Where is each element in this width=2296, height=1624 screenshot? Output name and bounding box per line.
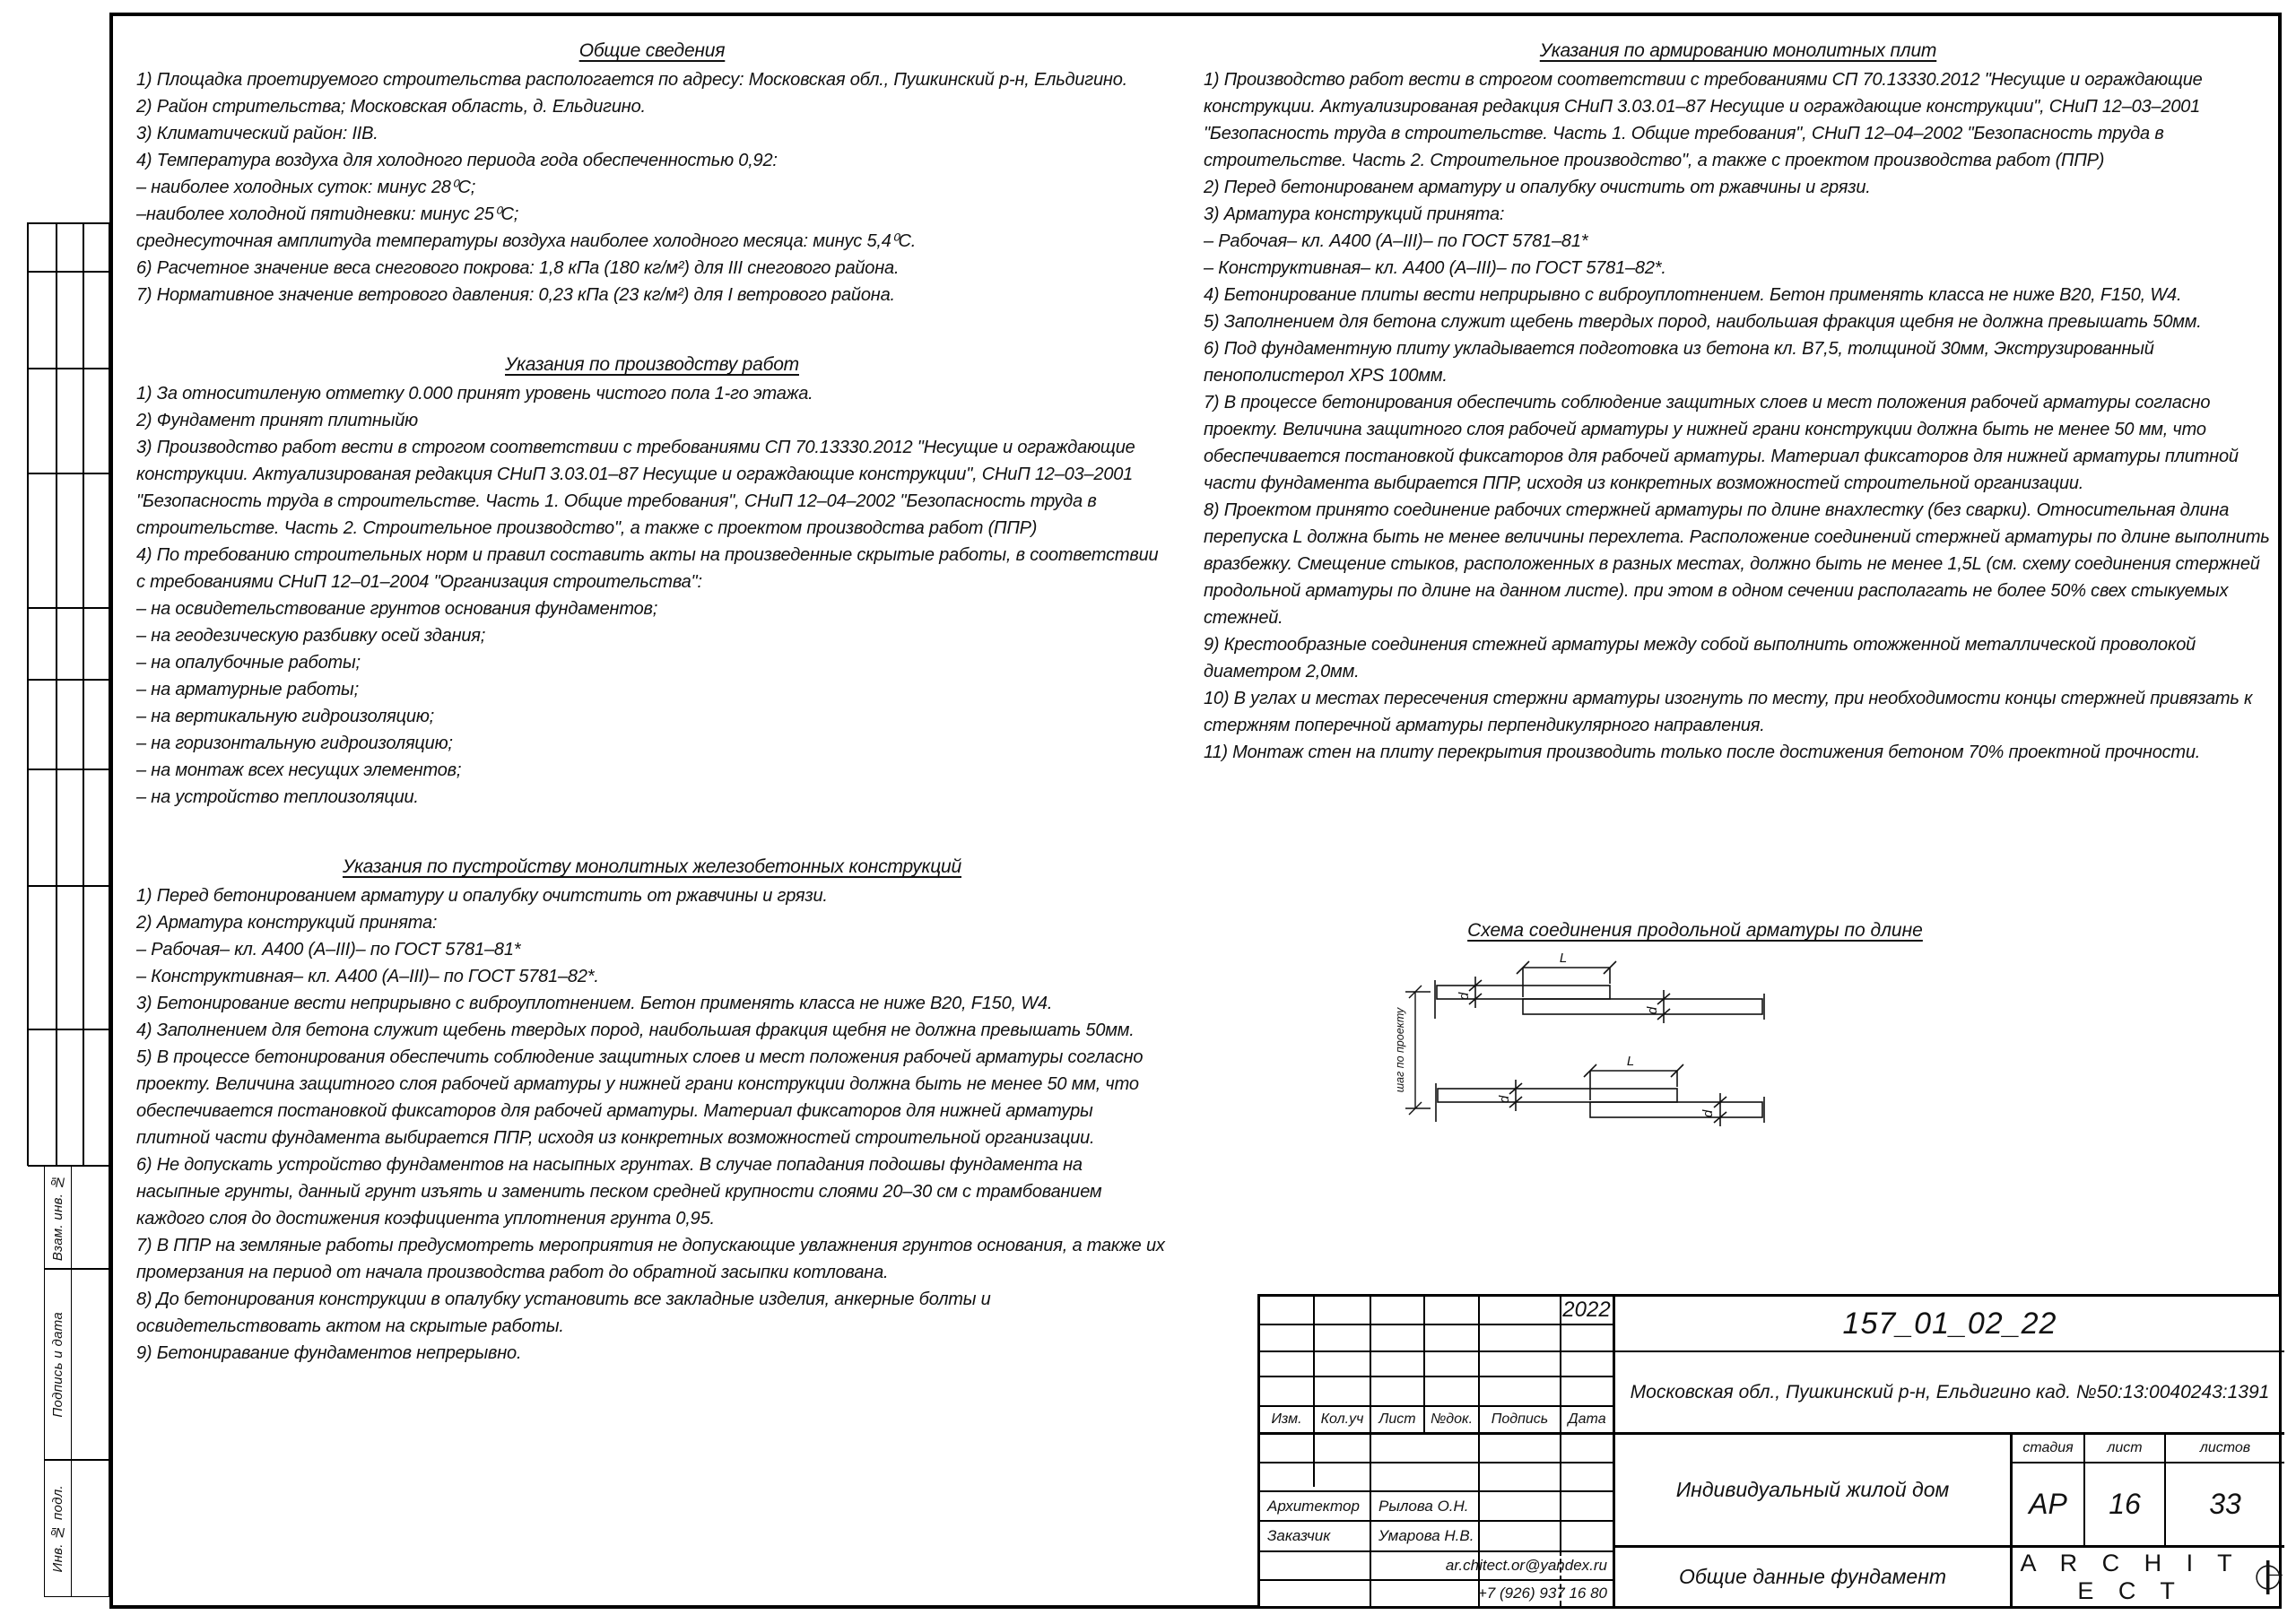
grid-cell	[83, 769, 110, 886]
col-header-izm: Изм.	[1271, 1411, 1302, 1427]
grid-cell	[28, 369, 57, 473]
section-lines	[136, 66, 1168, 308]
grid-cell	[57, 608, 83, 680]
note-line: – на устройство теплоизоляции.	[136, 787, 419, 807]
note-line: 7) Нормативное значение ветрового давления: 0,23 кПа (23 кг/м²) для I ветрового района.	[136, 285, 895, 305]
note-line: 4) По требованию строительных норм и правил составить акты на произведенные скрытые работы, в соответствии с требованиями СНиП 12–01–2004 "Организация строительства":	[136, 545, 1159, 592]
note-line: 5) Заполнением для бетона служит щебень твердых пород, наибольшая фракция щебня не должна превышать 50мм.	[1204, 312, 2202, 332]
project-name: Индивидуальный жилой дом	[1675, 1478, 1950, 1501]
note-line: 3) Производство работ вести в строгом соответствии с требованиями СП 70.13330.2012 "Несущие и ограждающие конструкции. Актуализированая редакция СНиП 3.03.01–87 Несущие и ограждающие конструкции", СНиП 12–03–2001 "Безопасность труда в строительстве. Часть 1. Общие требования", СНиП 12–04–2002 "Безопасность труда в строительстве. Часть 2. Строительное производство", а также с проектом производства работ (ППР)	[136, 438, 1135, 538]
note-line: – наиболее холодных суток: минус 28⁰С;	[136, 178, 476, 197]
grid-cell	[83, 223, 110, 272]
side-row	[44, 1269, 109, 1460]
grid-cell	[57, 223, 83, 272]
note-line: 7) В процессе бетонирования обеспечить соблюдение защитных слоев и мест положения рабочей арматуры согласно проекту. Величина защитного слоя рабочей арматуры у нижней грани конструкции должна быть не менее 50 мм, что обеспечивается постановкой фиксаторов для рабочей арматуры. Материал фиксаторов для нижней арматуры плитной части фундамента выбирается ППР, исходя из конкретных возможностей строительной организации.	[1204, 393, 2239, 493]
side-empty-cell	[72, 1460, 109, 1597]
note-line: 1) Производство работ вести в строгом соответствии с требованиями СП 70.13330.2012 "Несущие и ограждающие конструкции. Актуализированая редакция СНиП 3.03.01–87 Несущие и ограждающие конструкции", СНиП 12–03–2001 "Безопасность труда в строительстве. Часть 1. Общие требования", СНиП 12–04–2002 "Безопасность труда в строительстве. Часть 2. Строительное производство", а также с проектом производства работ (ППР)	[1204, 70, 2203, 170]
length-dim-label: L	[1559, 951, 1568, 966]
grid-cell	[28, 886, 57, 1029]
col-header-koluch: Кол.уч	[1320, 1411, 1364, 1427]
col-header-data: Дата	[1568, 1411, 1606, 1427]
col-header-list: Лист	[1378, 1411, 1416, 1427]
note-line: 9) Бетониравание фундаментов непрерывно.	[136, 1343, 522, 1363]
note-line: – на освидетельствование грунтов основания фундаментов;	[136, 599, 658, 619]
sheet-header: лист	[2107, 1440, 2143, 1455]
note-line: среднесуточная амплитуда температуры воздуха наиболее холодного месяца: минус 5,4⁰С.	[136, 231, 917, 251]
note-line: 4) Заполнением для бетона служит щебень твердых пород, наибольшая фракция щебня не должна превышать 50мм.	[136, 1020, 1135, 1040]
side-row	[44, 1460, 109, 1597]
grid-cell	[28, 680, 57, 769]
scheme-row-1	[1435, 961, 1764, 1023]
note-line: 1) Площадка проетируемого строительства распологается по адресу: Московская обл., Пушкинский р-н, Ельдигино.	[136, 70, 1127, 90]
contact-email: ar.chitect.or@yandex.ru	[1445, 1557, 1607, 1574]
dia-dim-label: d	[1700, 1109, 1716, 1118]
section-heading: Общие сведения	[578, 40, 726, 61]
grid-cell	[83, 369, 110, 473]
grid-cell	[57, 1029, 83, 1167]
note-line: – Рабочая– кл. А400 (А–III)– по ГОСТ 5781–81*	[1204, 231, 1588, 251]
note-line: 1) За относитиленую отметку 0.000 принят уровень чистого пола 1-го этажа.	[136, 384, 813, 404]
side-empty-cell	[72, 1269, 109, 1460]
lap-splice-drawing	[1386, 947, 2005, 1207]
dia-dim-label: d	[1457, 992, 1472, 1001]
col-header-ndok: №док.	[1430, 1411, 1474, 1427]
note-line: 3) Климатический район: IIВ.	[136, 124, 378, 143]
scheme-labels	[1394, 951, 1716, 1117]
client-label: Заказчик	[1267, 1527, 1331, 1544]
grid-cell	[28, 223, 57, 272]
note-line: 1) Перед бетонированием арматуру и опалубку очитстить от ржавчины и грязи.	[136, 886, 828, 906]
grid-cell	[28, 1029, 57, 1167]
sheet-title: Общие данные фундамент	[1678, 1565, 1947, 1588]
grid-cell	[57, 473, 83, 608]
side-label-cell	[44, 1460, 72, 1597]
client-name: Умарова Н.В.	[1378, 1527, 1474, 1544]
note-line: 9) Крестообразные соединения стежней арматуры между собой выполнить отожженной металлической проволокой диаметром 2,0мм.	[1204, 635, 2196, 682]
section-work-production	[136, 352, 1168, 811]
side-label: Взам. инв. №	[50, 1173, 65, 1262]
note-line: – на монтаж всех несущих элементов;	[136, 760, 462, 780]
note-line: 3) Арматура конструкций принята:	[1204, 204, 1505, 224]
section-heading: Указания по армированию монолитных плит	[1539, 40, 1937, 61]
grid-cell	[57, 886, 83, 1029]
grid-cell	[83, 1029, 110, 1167]
grid-cell	[57, 769, 83, 886]
grid-cell	[57, 272, 83, 369]
scheme-title: Схема соединения продольной арматуры по длине	[1467, 920, 1923, 941]
note-line: – Конструктивная– кл. А400 (А–III)– по ГОСТ 5781–82*.	[136, 967, 599, 986]
note-line: 4) Температура воздуха для холодного периода года обеспеченностью 0,92:	[136, 151, 778, 170]
step-dim-label: шаг по проекту	[1394, 1007, 1406, 1093]
note-line: – на опалубочные работы;	[136, 653, 361, 673]
grid-cell	[28, 769, 57, 886]
side-label-cell	[44, 1166, 72, 1269]
side-empty-cell	[72, 1166, 109, 1269]
section-lines	[1204, 66, 2273, 766]
grid-cell	[28, 608, 57, 680]
grid-cell	[57, 680, 83, 769]
note-line: – на арматурные работы;	[136, 680, 359, 699]
section-slab-reinforcement	[1204, 38, 2273, 766]
note-line: 10) В углах и местах пересечения стержни арматуры изогнуть по месту, при необходимости концы стержней привязать к стержням поперечной арматуры перпендикулярного направления.	[1204, 689, 2253, 735]
note-line: 2) Перед бетонированем арматуру и опалубку очистить от ржавчины и грязи.	[1204, 178, 1871, 197]
lap-splice-scheme	[1386, 920, 2005, 1207]
length-dim-label: L	[1626, 1054, 1635, 1069]
contact-phone: +7 (926) 937 16 80	[1477, 1585, 1607, 1602]
stage-value: АР	[2029, 1488, 2067, 1520]
note-line: 7) В ППР на земляные работы предусмотреть мероприятия не допускающие увлажнения грунтов основания, а также их промерзания на период от начала производства работ до обратной засыпки котлована.	[136, 1236, 1165, 1282]
scheme-step-dimension	[1405, 986, 1431, 1115]
site-address: Московская обл., Пушкинский р-н, Ельдигино кад. №50:13:0040243:1391	[1630, 1381, 2270, 1403]
note-line: 5) В процессе бетонирования обеспечить соблюдение защитных слоев и мест положения рабочей арматуры согласно проекту. Величина защитного слоя рабочей арматуры у нижней грани конструкции должна быть не менее 50 мм, что обеспечивается постановкой фиксаторов для рабочей арматуры. Материал фиксаторов для нижней арматуры плитной части фундамента выбирается ППР, исходя из конкретных возможностей строительной организации.	[136, 1047, 1144, 1148]
section-monolithic-structures	[136, 854, 1168, 1367]
note-line: 8) Проектом принято соединение рабочих стержней арматуры по длине внахлестку (без сварки). Относительная длина перепуска L должна быть не менее величины перехлета. Расположение соединений стержней арматуры по длине выполнить вразбежку. Смещение стыков, расположенных в разных местах, должно быть не менее 1,5L (см. схему соединения стержней продольной арматуры по длине на данном листе). при этом в одном сечении располагать не более 50% свех стыкуемых стежней.	[1204, 500, 2270, 628]
note-line: 6) Расчетное значение веса снегового покрова: 1,8 кПа (180 кг/м²) для III снегового района.	[136, 258, 900, 278]
architect-label: Архитектор	[1267, 1497, 1360, 1515]
section-lines	[136, 380, 1168, 811]
note-line: 6) Под фундаментную плиту укладывается подготовка из бетона кл. В7,5, толщиной 30мм, Экструзированный пенополистерол XPS 100мм.	[1204, 339, 2154, 386]
sheets-total: 33	[2209, 1488, 2241, 1520]
note-line: 3) Бетонирование вести неприрывно с виброуплотнением. Бетон применять класса не ниже В20, F150, W4.	[136, 994, 1053, 1013]
note-line: – Конструктивная– кл. А400 (А–III)– по ГОСТ 5781–82*.	[1204, 258, 1666, 278]
grid-cell	[83, 680, 110, 769]
note-line: 11) Монтаж стен на плиту перекрытия производить только после достижения бетоном 70% проектной прочности.	[1204, 743, 2201, 762]
note-line: 6) Не допускать устройство фундаментов на насыпных грунтах. В случае попадания подошвы фундамента на насыпные грунты, данный грунт изъять и заменить песком средней крупности слоями 20–30 см с трамбованием каждого слоя до достижения коэфициента уплотнения грунта 0,95.	[136, 1155, 1102, 1229]
notes-column-left	[136, 38, 1168, 1367]
compass-logo-icon	[2252, 1549, 2284, 1606]
note-line: 2) Арматура конструкций принята:	[136, 913, 438, 933]
note-line: 2) Фундамент принят плитныйю	[136, 411, 418, 430]
side-label: Подпись и дата	[50, 1311, 65, 1418]
note-line: 8) До бетонирования конструкции в опалубку установить все закладные изделия, анкерные болты и освидетельствовать актом на скрытые работы.	[136, 1290, 991, 1336]
side-label: Инв. № подл.	[50, 1484, 65, 1573]
grid-cell	[83, 886, 110, 1029]
note-line: 2) Район стрительства; Московская область, д. Ельдигино.	[136, 97, 646, 117]
logo-text: A R C H I T E C T	[2020, 1549, 2241, 1604]
year-cell: 2022	[1562, 1298, 1611, 1322]
notes-column-right	[1204, 38, 2273, 766]
note-line: – Рабочая– кл. А400 (А–III)– по ГОСТ 5781–81*	[136, 940, 521, 960]
section-heading: Указания по производству работ	[505, 354, 799, 375]
section-lines	[136, 882, 1168, 1367]
note-line: – на геодезическую разбивку осей здания;	[136, 626, 486, 646]
note-line: – на горизонтальную гидроизоляцию;	[136, 734, 453, 753]
side-revision-grid	[27, 222, 109, 1166]
grid-cell	[28, 272, 57, 369]
note-line: – на вертикальную гидроизоляцию;	[136, 707, 435, 726]
sheets-header: листов	[2199, 1440, 2251, 1455]
note-line: –наиболее холодной пятидневки: минус 25⁰С;	[136, 204, 519, 224]
stage-header: стадия	[2022, 1440, 2074, 1455]
grid-cell	[83, 473, 110, 608]
side-label-cell	[44, 1269, 72, 1460]
title-block	[1257, 1294, 2282, 1609]
grid-cell	[28, 473, 57, 608]
document-number: 157_01_02_22	[1842, 1306, 2057, 1341]
sheet-number: 16	[2109, 1488, 2141, 1520]
grid-cell	[83, 608, 110, 680]
col-header-podpis: Подпись	[1491, 1411, 1549, 1427]
note-line: 4) Бетонирование плиты вести неприрывно с виброуплотнением. Бетон применять класса не ниже В20, F150, W4.	[1204, 285, 2182, 305]
side-label-column	[44, 1166, 109, 1597]
dia-dim-label: d	[1497, 1095, 1512, 1104]
grid-cell	[57, 369, 83, 473]
dia-dim-label: d	[1645, 1006, 1660, 1015]
architect-name: Рылова О.Н.	[1378, 1497, 1469, 1515]
side-row	[44, 1166, 109, 1269]
section-heading: Указания по пустройству монолитных железобетонных конструкций	[342, 856, 962, 877]
company-logo	[2013, 1548, 2284, 1606]
grid-cell	[83, 272, 110, 369]
section-general-info	[136, 38, 1168, 308]
